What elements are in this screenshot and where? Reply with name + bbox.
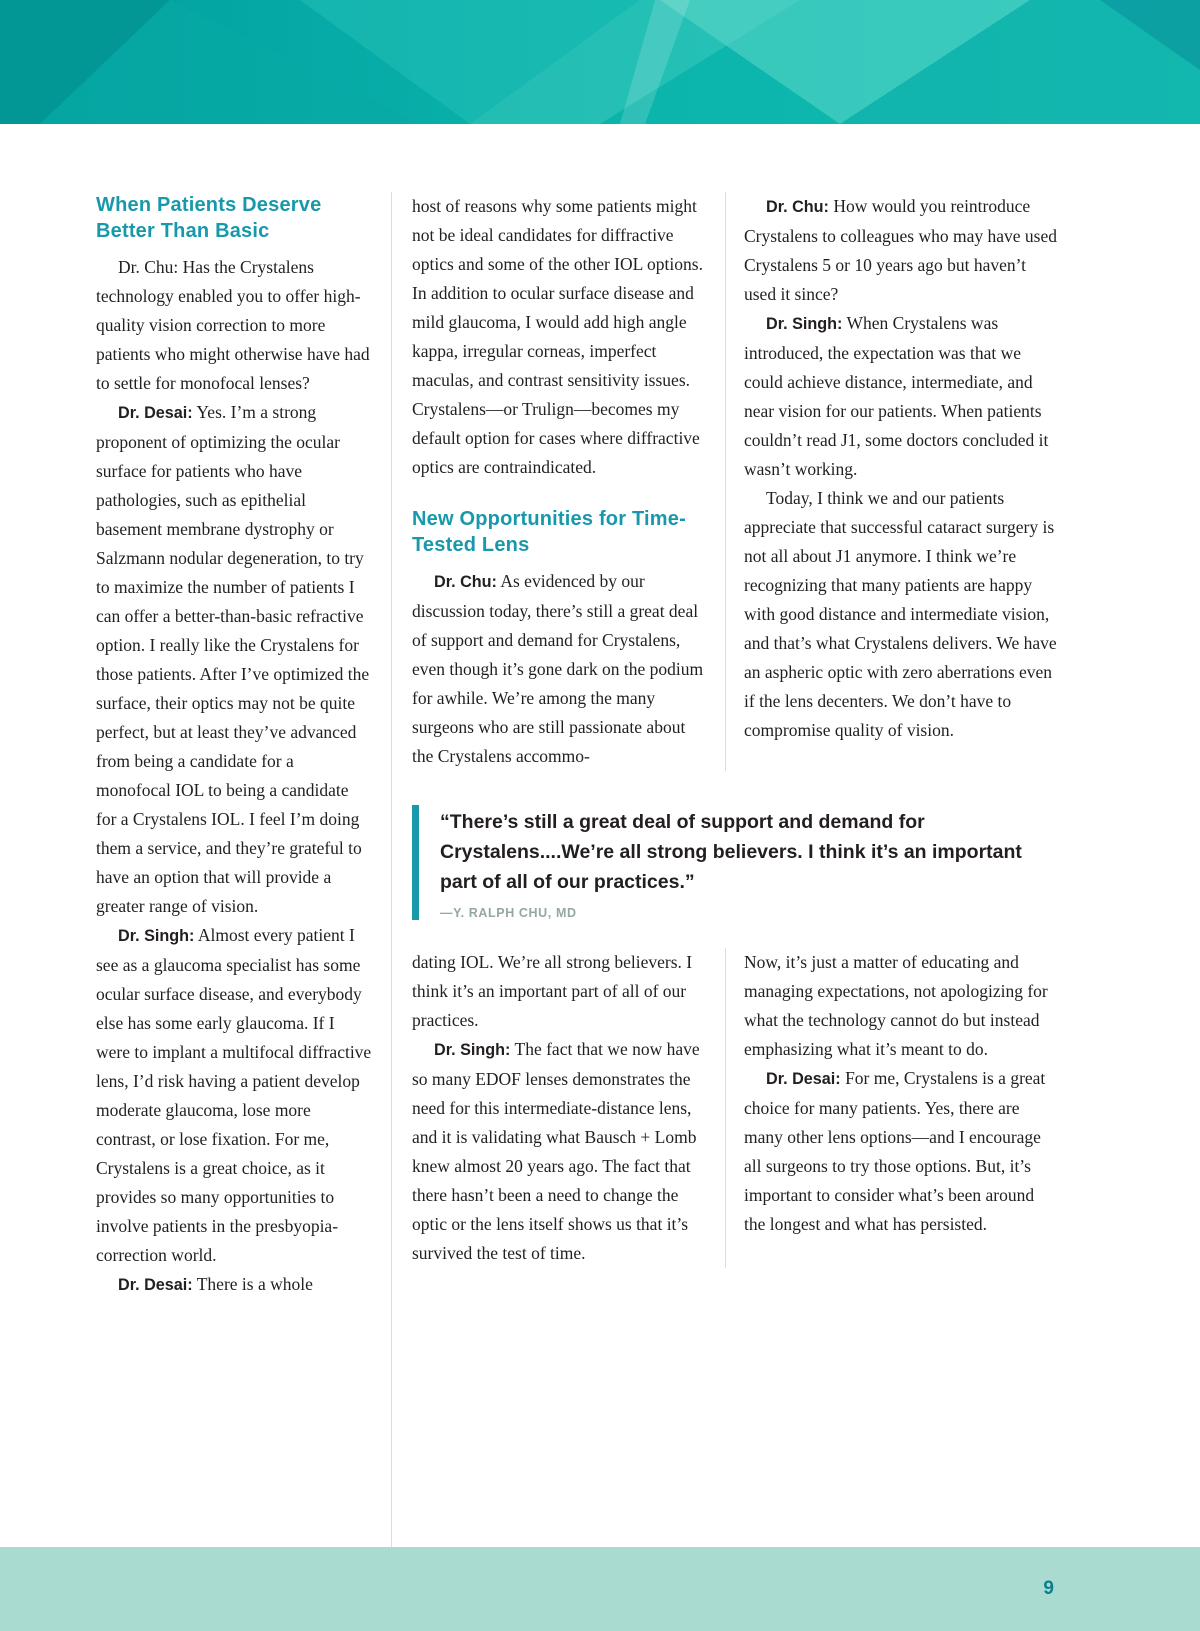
article-content — [0, 124, 1200, 1547]
paragraph: Dr. Chu: How would you reintroduce Crystalens to colleagues who may have used Crystalens 5 or 10 years ago but haven’t used it since? — [744, 196, 1057, 304]
quote-body — [419, 805, 1040, 920]
paragraph: host of reasons why some patients might not be ideal candidates for diffractive optics and some of the other IOL options. In addition to ocular surface disease and mild glaucoma, I would add high angle kappa, irregular corneas, imperfect maculas, and contrast sensitivity issues. Crystalens—or Trulign—becomes my default option for cases where diffractive optics are contraindicated. — [412, 196, 703, 477]
paragraph: Now, it’s just a matter of educating and managing expectations, not apologizing for what the technology cannot do but instead emphasizing what it’s meant to do. — [744, 952, 1048, 1059]
paragraph: Dr. Singh: The fact that we now have so many EDOF lenses demonstrates the need for this intermediate-distance lens, and it is validating what Bausch + Lomb knew almost 20 years ago. The fact that there hasn’t been a need to change the optic or the lens itself shows us that it’s survived the test of time. — [412, 1039, 700, 1263]
paragraph: Dr. Singh: When Crystalens was introduced, the expectation was that we could achieve distance, intermediate, and near vision for our patients. When patients couldn’t read J1, some doctors concluded it wasn’t working. — [744, 313, 1049, 479]
section-heading: When Patients Deserve Better Than Basic — [96, 194, 322, 242]
paragraph: dating IOL. We’re all strong believers. I think it’s an important part of all of our practices. — [412, 952, 693, 1030]
pull-quote-attribution: —Y. RALPH CHU, MD — [440, 906, 577, 920]
columns-2-3-wrap — [391, 192, 1058, 1547]
speaker-label: Dr. Desai: — [118, 1276, 193, 1294]
speaker-label: Dr. Desai: — [766, 1070, 841, 1088]
column-3-top — [725, 192, 1058, 771]
section-heading: New Opportunities for Time-Tested Lens — [412, 508, 686, 556]
paragraph: Dr. Singh: Almost every patient I see as a glaucoma specialist has some ocular surface disease, and everybody else has some early glaucoma. If I were to implant a multifocal diffractive lens, I’d risk having a patient develop moderate glaucoma, lose more contrast, or lose fixation. For me, Crystalens is a great choice, as it provides so many opportunities to involve patients in the presbyopia-correction world. — [96, 925, 372, 1265]
speaker-label: Dr. Chu: — [766, 198, 829, 216]
speaker-label: Dr. Desai: — [118, 404, 193, 422]
paragraph: Dr. Desai: Yes. I’m a strong proponent of optimizing the ocular surface for patients who have pathologies, such as epithelial basement membrane dystrophy or Salzmann nodular degeneration, to try to maximize the number of patients I can offer a better-than-basic refractive option. I really like the Crystalens for those patients. After I’ve optimized the surface, their optics may not be quite perfect, but at least they’ve advanced from being a candidate for a monofocal IOL to being a candidate for a Crystalens IOL. I feel I’m doing them a service, and they’re grateful to have an option that will provide a greater range of vision. — [96, 402, 370, 916]
paragraph: Dr. Chu: As evidenced by our discussion today, there’s still a great deal of support and demand for Crystalens, even though it’s gone dark on the podium for awhile. We’re among the many surgeons who are still passionate about the Crystalens accommo- — [412, 571, 704, 766]
footer-band — [0, 1547, 1200, 1631]
speaker-label: Dr. Singh: — [434, 1041, 511, 1059]
column-2-bottom — [392, 948, 725, 1268]
page-number: 9 — [1043, 1578, 1054, 1599]
top-row — [392, 192, 1058, 771]
speaker-label: Dr. Singh: — [118, 927, 195, 945]
speaker-label: Dr. Chu: — [118, 257, 179, 277]
column-3-bottom — [725, 948, 1058, 1268]
paragraph: Dr. Chu: Has the Crystalens technology enabled you to offer high-quality vision correction to more patients who might otherwise have had to settle for monofocal lenses? — [96, 257, 370, 393]
column-2-top — [392, 192, 725, 771]
quote-accent-bar — [412, 805, 419, 920]
banner-polygon-graphic — [0, 0, 1200, 124]
pull-quote-text: “There’s still a great deal of support and demand for Crystalens....We’re all strong believers. I think it’s an important part of all of our practices.” — [440, 811, 1022, 893]
bottom-row — [392, 948, 1058, 1268]
header-banner — [0, 0, 1200, 124]
paragraph: Dr. Desai: For me, Crystalens is a great choice for many patients. Yes, there are many other lens options—and I encourage all surgeons to try those options. But, it’s important to consider what’s been around the longest and what has persisted. — [744, 1068, 1046, 1234]
pull-quote — [412, 805, 1040, 920]
speaker-label: Dr. Singh: — [766, 315, 843, 333]
column-1 — [96, 192, 391, 1547]
paragraph: Dr. Desai: There is a whole — [118, 1274, 313, 1294]
paragraph: Today, I think we and our patients appreciate that successful cataract surgery is not all about J1 anymore. I think we’re recognizing that many patients are happy with good distance and intermediate vision, and that’s what Crystalens delivers. We have an aspheric optic with zero aberrations even if the lens decenters. We don’t have to compromise quality of vision. — [744, 488, 1057, 740]
speaker-label: Dr. Chu: — [434, 573, 497, 591]
